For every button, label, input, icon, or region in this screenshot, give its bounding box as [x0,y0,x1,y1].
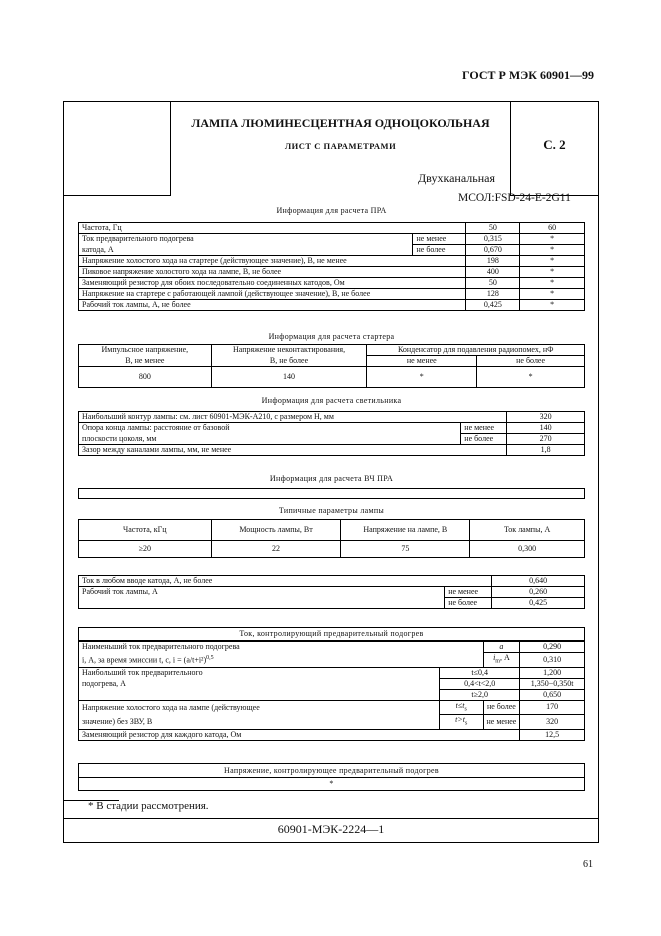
cell-condition: не менее [483,715,520,730]
section-title-voltage: Напряжение, контролирующее предварительный подогрев [224,766,439,775]
standard-number: ГОСТ Р МЭК 60901—99 [462,68,594,82]
formula-exponent: 0,5 [206,655,214,662]
header-cell: Частота, кГц [79,520,212,541]
voltage-value: * [329,779,334,788]
symbol-t: t≤t [455,700,465,710]
symbol-subscript: m [495,658,500,665]
cell-condition: не более [461,434,507,445]
cell-condition [483,642,520,653]
cell-value: 50 [466,278,520,289]
header-left-cell [63,101,171,196]
section-title-typical: Типичные параметры лампы [278,506,385,515]
hf-current-table [78,575,585,609]
hf-empty-box [78,488,585,499]
typical-table [78,519,585,558]
cell-label: Зазор между каналами лампы, мм, не менее [79,445,507,456]
cell-label: Ток предварительного подогрева [79,234,413,245]
section-title-hf: Информация для расчета ВЧ ПРА [269,474,394,483]
table-row [79,642,585,653]
table-row [79,234,585,245]
luminaire-table [78,411,585,456]
footnote: * В стадии рассмотрения. [88,800,209,812]
cell-condition: не менее [461,423,507,434]
bottom-rule [63,818,599,819]
cell-label: Заменяющий резистор для каждого катода, Ом [79,729,520,740]
page-number: 61 [583,859,593,870]
sheet-code: 60901-МЭК-2224—1 [277,822,385,836]
cell-value: 400 [466,267,520,278]
table-row [79,678,585,689]
table-row [79,541,585,558]
cell-label: Наибольший ток предварительного [79,667,440,678]
table-row [79,576,585,587]
section-title-preheat: Ток, контролирующий предварительный подогрев [239,629,424,638]
cell-value: 800 [79,367,212,388]
cell-label: Напряжение холостого хода на стартере (действующее значение), В, не менее [79,256,466,267]
symbol-t: t>t [455,715,466,725]
cell-value: 1,200 [520,667,585,678]
cell-value: 170 [520,700,585,715]
cell-label: плоскости цоколя, мм [79,434,461,445]
cell-label: катода, А [79,245,413,256]
table-row [79,412,585,423]
cell-condition: t≤0,4 [440,667,520,678]
cell-value: * [477,367,585,388]
header-cell: Конденсатор для подавления радиопомех, нФ [367,345,585,356]
cell-condition: не более [413,245,466,256]
table-row [79,289,585,300]
cell-value: 140 [211,367,367,388]
table-row [79,367,585,388]
cell-label: Пиковое напряжение холостого хода на лампе, В, не более [79,267,466,278]
starter-table [78,344,585,388]
header-cell: Ток лампы, А [470,520,585,541]
header-cell: не более [477,356,585,367]
table-row [79,267,585,278]
cell-value: 0,650 [520,689,585,700]
cell-value: 320 [520,715,585,730]
cell-label: Наименьший ток предварительного подогрева [79,642,484,653]
cell-value: * [520,245,585,256]
section-title-ballast: Информация для расчета ПРА [276,206,387,215]
cell-value: * [520,289,585,300]
cell-value: 270 [507,434,585,445]
cell-condition: не более [483,700,520,715]
table-row [79,700,585,715]
formula-text: i, А, за время эмиссии t, с, i = (a/t+i²) [82,655,207,665]
table-row [79,667,585,678]
cell-value: 0,670 [466,245,520,256]
header-cell: не менее [367,356,477,367]
cell-label: Опора конца лампы: расстояние от базовой [79,423,461,434]
section-title-starter: Информация для расчета стартера [268,332,395,341]
cell-value: * [520,256,585,267]
table-row [79,520,585,541]
cell-label: Рабочий ток лампы, А, не более [79,300,466,311]
cell-value: 60 [520,223,585,234]
header-divider [63,195,171,196]
page-code: С. 2 [543,137,566,152]
cell-value: 0,315 [466,234,520,245]
cell-label: Частота, Гц [79,223,466,234]
cell-value: * [520,267,585,278]
cell-value: 140 [507,423,585,434]
cell-value: 0,290 [520,642,585,653]
table-row [79,223,585,234]
table-row [79,300,585,311]
header-cell: В, не менее [79,356,212,367]
cell-value: ≥20 [79,541,212,558]
table-row [79,356,585,367]
cell-value: 0,300 [470,541,585,558]
cell-condition: 0,4<t<2,0 [440,678,520,689]
cell-value: 1,8 [507,445,585,456]
cell-condition: $i_m$, А [483,653,520,668]
cell-value: 50 [466,223,520,234]
cell-value: 0,260 [492,587,585,598]
divider [78,777,585,778]
table-row [79,653,585,668]
cell-condition [440,715,483,730]
cell-value: * [367,367,477,388]
cell-label [79,689,440,700]
symbol-subscript: s [464,706,467,713]
symbol-subscript: s [465,720,468,727]
cell-value: 12,5 [520,729,585,740]
preheat-table [78,641,585,741]
table-row [79,729,585,740]
header-cell: Мощность лампы, Вт [211,520,341,541]
table-row [79,445,585,456]
header-cell: Импульсное напряжение, [79,345,212,356]
cell-value: 320 [507,412,585,423]
cell-value: * [520,300,585,311]
cell-label: подогрева, А [79,678,440,689]
cell-value: 0,425 [466,300,520,311]
ballast-table [78,222,585,311]
cell-value: 1,350−0,350t [520,678,585,689]
cell-condition [440,700,483,715]
table-row [79,689,585,700]
section-title-luminaire: Информация для расчета светильника [261,396,402,405]
table-row [79,587,585,598]
cell-condition: не менее [445,587,492,598]
cell-value: 128 [466,289,520,300]
cell-label: Заменяющий резистор для обоих последовательно соединенных катодов, Ом [79,278,466,289]
cell-value: 22 [211,541,341,558]
cell-label: Рабочий ток лампы, А [79,587,445,598]
cell-value: 0,640 [492,576,585,587]
symbol-a: a [499,642,504,651]
symbol-im: i [493,653,496,662]
cell-label: Напряжение на стартере с работающей лампой (действующее значение), В, не более [79,289,466,300]
table-row [79,256,585,267]
table-row [79,345,585,356]
table-row [79,278,585,289]
cell-label [79,653,484,668]
cell-value: * [520,234,585,245]
lamp-variant: Двухканальная [418,171,495,185]
cell-label: значение) без ЗВУ, В [79,715,440,730]
table-row [79,434,585,445]
cell-value: 75 [341,541,470,558]
cell-value: * [520,278,585,289]
lamp-code: МСОЛ:FSD-24-E-2G11 [458,192,571,204]
header-cell: Напряжение неконтактирования, [211,345,367,356]
table-row [79,423,585,434]
table-row [79,715,585,730]
cell-condition: t≥2,0 [440,689,520,700]
cell-value: 198 [466,256,520,267]
sheet-title: ЛАМПА ЛЮМИНЕСЦЕНТНАЯ ОДНОЦОКОЛЬНАЯ [191,116,490,130]
cell-condition: не более [445,598,492,609]
sheet-subtitle: ЛИСТ С ПАРАМЕТРАМИ [284,141,397,151]
header-cell: В, не более [211,356,367,367]
cell-condition: не менее [413,234,466,245]
table-row [79,245,585,256]
cell-label: Ток в любом вводе катода, А, не более [79,576,492,587]
cell-label: Напряжение холостого хода на лампе (действующее [79,700,440,715]
cell-label: Наибольший контур лампы: см. лист 60901-МЭК-А210, с размером H, мм [79,412,507,423]
cell-value: 0,310 [520,653,585,668]
table-row [79,598,585,609]
cell-value: 0,425 [492,598,585,609]
header-cell: Напряжение на лампе, В [341,520,470,541]
cell-label [79,598,445,609]
